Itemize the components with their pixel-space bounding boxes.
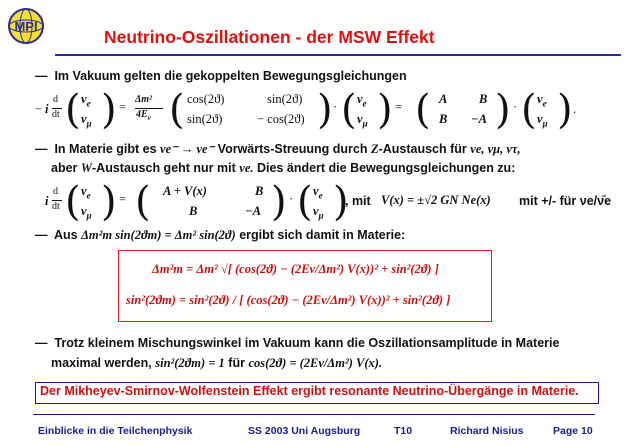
matter-matrix-12: B bbox=[255, 184, 264, 198]
logo-text: MPI bbox=[14, 19, 38, 34]
vacuum-ab-21: B bbox=[439, 112, 448, 126]
bullet-4-line-2: maximal werden, sin²(2ϑm) = 1 für cos(2ϑ) = (2Eν/Δm²) V(x). bbox=[51, 356, 383, 370]
scattering-process: νe⁻ → νe⁻ bbox=[160, 142, 215, 156]
vacuum-ab-12: B bbox=[479, 92, 488, 106]
vacuum-ab-22: −A bbox=[471, 112, 487, 126]
mpi-logo bbox=[6, 4, 46, 50]
bullet-2-line-1: — In Materie gibt es νe⁻ → νe⁻ Vorwärts-Streuung durch Z-Austausch für νe, νμ, ντ, bbox=[35, 142, 521, 156]
vacuum-matrix-12: sin(2ϑ) bbox=[267, 92, 303, 106]
footer-divider bbox=[33, 414, 595, 415]
bullet-3: — Aus Δm²m sin(2ϑm) = Δm² sin(2ϑ) ergibt sich damit in Materie: bbox=[35, 228, 406, 242]
potential-definition: V(x) = ±√2 GN Ne(x) bbox=[381, 193, 491, 207]
footer-code: T10 bbox=[394, 425, 413, 437]
vacuum-ab-11: A bbox=[439, 92, 448, 106]
sign-note: mit +/- für νe/ν̄e bbox=[519, 194, 612, 208]
matter-matrix-11: A + V(x) bbox=[163, 184, 207, 198]
matter-matrix-22: −A bbox=[245, 204, 261, 218]
result-box bbox=[118, 250, 492, 322]
footer-page: Page 10 bbox=[553, 425, 593, 437]
bullet-2-line-2: aber W-Austausch geht nur mit νe. Dies ändert die Bewegungsgleichungen zu: bbox=[51, 161, 516, 175]
vacuum-matrix-21: sin(2ϑ) bbox=[187, 112, 223, 126]
footer-term: SS 2003 Uni Augsburg bbox=[248, 425, 361, 437]
mit-label: , mit bbox=[345, 194, 371, 208]
matter-equation: i d dt ( $\nu_e$ $\nu_\mu$ ) = ( A + V(x) B B −A ) · ( $\nu_e$ $\nu_\mu$ ) , mit V(x) = ±√2 GN Ne(x) mit +/- für νe/ν̄e bbox=[45, 179, 612, 225]
bullet-4-line-1: — Trotz kleinem Mischungswinkel im Vakuum kann die Oszillationsamplitude in Materie bbox=[35, 336, 560, 350]
conclusion-text: Der Mikheyev-Smirnov-Wolfenstein Effekt ergibt resonante Neutrino-Übergänge in Materie. bbox=[40, 384, 579, 398]
resonance-condition: cos(2ϑ) = (2Eν/Δm²) V(x). bbox=[248, 356, 383, 370]
matter-matrix-21: B bbox=[189, 204, 198, 218]
bullet-1-text: Im Vakuum gelten die gekoppelten Bewegungsgleichungen bbox=[54, 69, 407, 83]
footer-author: Richard Nisius bbox=[450, 425, 524, 437]
footer-course: Einblicke in die Teilchenphysik bbox=[38, 425, 193, 437]
page-title: Neutrino-Oszillationen - der MSW Effekt bbox=[104, 27, 435, 47]
mixing-angle-in-matter-formula: sin²(2ϑm) = sin²(2ϑ) / [ (cos(2ϑ) − (2Eν/Δm²) V(x))² + sin²(2ϑ) ] bbox=[126, 293, 451, 307]
resonance-amplitude: sin²(2ϑm) = 1 bbox=[155, 356, 225, 370]
vacuum-matrix-22: − cos(2ϑ) bbox=[257, 112, 305, 126]
mass-in-matter-formula: Δm²m = Δm² √[ (cos(2ϑ) − (2Eν/Δm²) V(x))² + sin²(2ϑ) ] bbox=[152, 262, 439, 276]
title-divider bbox=[55, 54, 621, 56]
vacuum-matrix-11: cos(2ϑ) bbox=[187, 92, 225, 106]
vacuum-equation: − i d dt ( $\nu_e$ $\nu_\mu$ ) = Δm² $4E_\nu$ ( cos(2ϑ) sin(2ϑ) sin(2ϑ) − cos(2ϑ) ) · ( $\nu_e$ $\nu_\mu$ ) = ( A B B −A ) · ( $\nu_e$ $\nu_\mu$ ) . bbox=[35, 87, 577, 133]
mixing-relation: Δm²m sin(2ϑm) = Δm² sin(2ϑ) bbox=[81, 228, 236, 242]
bullet-1: — Im Vakuum gelten die gekoppelten Bewegungsgleichungen bbox=[35, 69, 407, 83]
